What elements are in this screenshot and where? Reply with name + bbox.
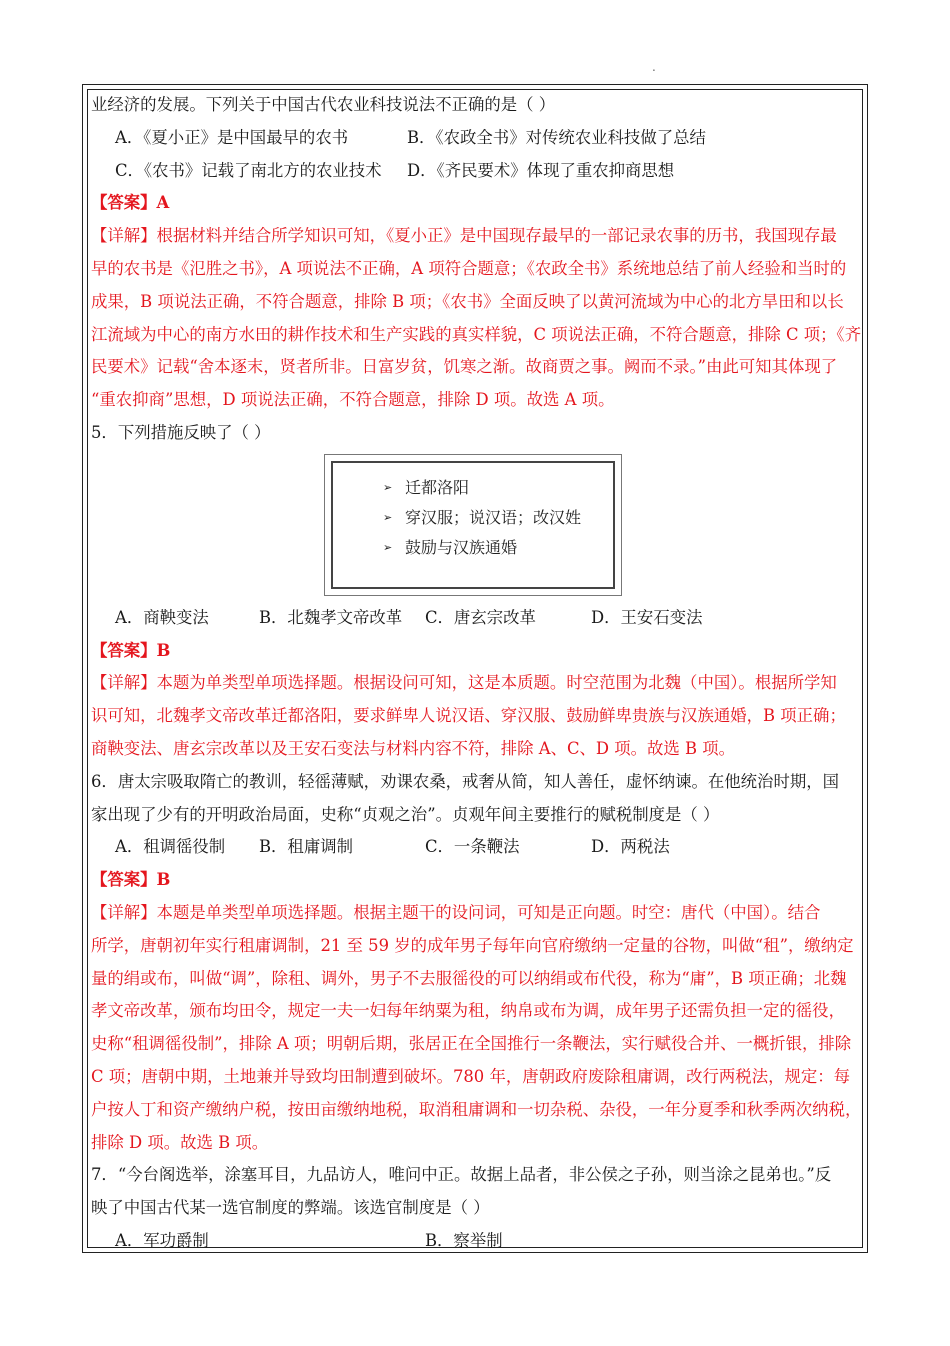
arrow-bullet-icon: ➢: [383, 510, 393, 524]
q5-figure-item-text: 穿汉服；说汉语；改汉姓: [405, 507, 582, 527]
q4-answer: 【答案】A: [91, 193, 170, 213]
q4-option-b: B．《农政全书》对传统农业科技做了总结: [407, 127, 706, 147]
q6-option-c: C．一条鞭法: [425, 837, 520, 857]
document-body: [91, 89, 861, 1258]
q4-detail-line: “重农抑商”思想，D 项说法正确，不符合题意，排除 D 项。故选 A 项。: [91, 390, 615, 410]
q6-detail-line: 孝文帝改革，颁布均田令，规定一夫一妇每年纳粟为租，纳帛或布为调，成年男子还需负担一定的徭役，: [91, 1001, 845, 1021]
q6-detail-line: 量的绢或布，叫做“调”，除租、调外，男子不去服徭役的可以纳绢或布代役，称为“庸”，B 项正确；北魏: [91, 968, 847, 988]
q6-option-b: B．租庸调制: [259, 837, 353, 857]
q6-detail-line: 户按人丁和资产缴纳户税，按田亩缴纳地税，取消租庸调和一切杂税、杂役，一年分夏季和秋季两次纳税，: [91, 1099, 862, 1119]
header-mark: .: [652, 60, 656, 74]
q5-detail-line: 商鞅变法、唐玄宗改革以及王安石变法与材料内容不符，排除 A、C、D 项。故选 B 项。: [91, 738, 736, 758]
q7-option-b: B．察举制: [425, 1230, 503, 1250]
arrow-bullet-icon: ➢: [383, 540, 393, 554]
q5-option-b: B．北魏孝文帝改革: [259, 607, 403, 627]
q5-option-c: C．唐玄宗改革: [425, 607, 536, 627]
q5-figure-item: [383, 473, 613, 503]
q4-options-row-2: [91, 155, 861, 188]
q5-figure: [324, 454, 622, 596]
q4-detail-line: 成果，B 项说法正确，不符合题意，排除 B 项；《农书》全面反映了以黄河流域为中心的北方旱田和以长: [91, 291, 844, 311]
q7-options-row: [91, 1225, 861, 1258]
q6-option-d: D．两税法: [591, 837, 670, 857]
q6-stem-line: 家出现了少有的开明政治局面，史称“贞观之治”。贞观年间主要推行的赋税制度是（ ）: [91, 804, 720, 824]
q4-option-c: C．《农书》记载了南北方的农业技术: [115, 160, 382, 180]
q4-detail-line: 江流域为中心的南方水田的耕作技术和生产实践的真实样貌，C 项说法正确，不符合题意，排除 C 项；《齐: [91, 324, 862, 344]
q5-option-d: D．王安石变法: [591, 607, 703, 627]
q5-figure-item: [383, 503, 613, 533]
q6-detail-line: 【详解】本题是单类型单项选择题。根据主题干的设问词，可知是正向题。时空：唐代（中国）。结合: [91, 902, 821, 922]
q5-options-row: [91, 602, 861, 635]
q5-figure-box: [331, 461, 615, 589]
q6-answer: 【答案】B: [91, 870, 171, 890]
q5-stem: 5．下列措施反映了（ ）: [91, 422, 271, 442]
q7-option-a: A．军功爵制: [115, 1230, 209, 1250]
q4-detail-line: 早的农书是《氾胜之书》，A 项说法不正确，A 项符合题意；《农政全书》系统地总结了前人经验和当时的: [91, 258, 847, 278]
q7-stem-line: 映了中国古代某一选官制度的弊端。该选官制度是（ ）: [91, 1198, 490, 1218]
q6-detail-line: 排除 D 项。故选 B 项。: [91, 1132, 269, 1152]
q6-stem-line: 6．唐太宗吸取隋亡的教训，轻徭薄赋，劝课农桑，戒奢从简，知人善任，虚怀纳谏。在他统治时期，国: [91, 771, 840, 791]
q6-detail-line: 所学，唐朝初年实行租庸调制，21 至 59 岁的成年男子每年向官府缴纳一定量的谷物，叫做“租”，缴纳定: [91, 935, 854, 955]
q6-detail-line: C 项；唐朝中期，土地兼并导致均田制遭到破坏。780 年，唐朝政府废除租庸调，改行两税法，规定：每: [91, 1066, 851, 1086]
q6-detail-line: 史称“租调徭役制”，排除 A 项；明朝后期，张居正在全国推行一条鞭法，实行赋役合并、一概折银，排除: [91, 1034, 852, 1054]
q5-answer: 【答案】B: [91, 640, 171, 660]
q5-option-a: A．商鞅变法: [115, 607, 209, 627]
q4-detail-line: 民要术》记载“舍本逐末，贤者所非。日富岁贫，饥寒之渐。故商贾之事。阙而不录。”由此可知其体现了: [91, 357, 838, 377]
q5-figure-item: [383, 533, 613, 563]
q6-option-a: A．租调徭役制: [115, 837, 226, 857]
q5-detail-line: 识可知，北魏孝文帝改革迁都洛阳，要求鲜卑人说汉语、穿汉服、鼓励鲜卑贵族与汉族通婚，B 项正确；: [91, 706, 846, 726]
q4-options-row-1: [91, 122, 861, 155]
q6-options-row: [91, 831, 861, 864]
arrow-bullet-icon: ➢: [383, 480, 393, 494]
q5-detail-line: 【详解】本题为单类型单项选择题。根据设问可知，这是本质题。时空范围为北魏（中国）。根据所学知: [91, 673, 837, 693]
q4-option-a: A．《夏小正》是中国最早的农书: [115, 127, 349, 147]
q4-stem: 业经济的发展。下列关于中国古代农业科技说法不正确的是（ ）: [91, 95, 556, 114]
q4-option-d: D．《齐民要术》体现了重农抑商思想: [407, 160, 675, 180]
q5-figure-item-text: 鼓励与汉族通婚: [405, 537, 518, 557]
q4-detail-line: 【详解】根据材料并结合所学知识可知，《夏小正》是中国现存最早的一部记录农事的历书，我国现存最: [91, 226, 837, 246]
q5-figure-item-text: 迁都洛阳: [405, 477, 470, 497]
q7-stem-line: 7．“今台阁选举，涂塞耳目，九品访人，唯问中正。故据上品者，非公侯之子孙，则当涂之昆弟也。”反: [91, 1165, 832, 1185]
